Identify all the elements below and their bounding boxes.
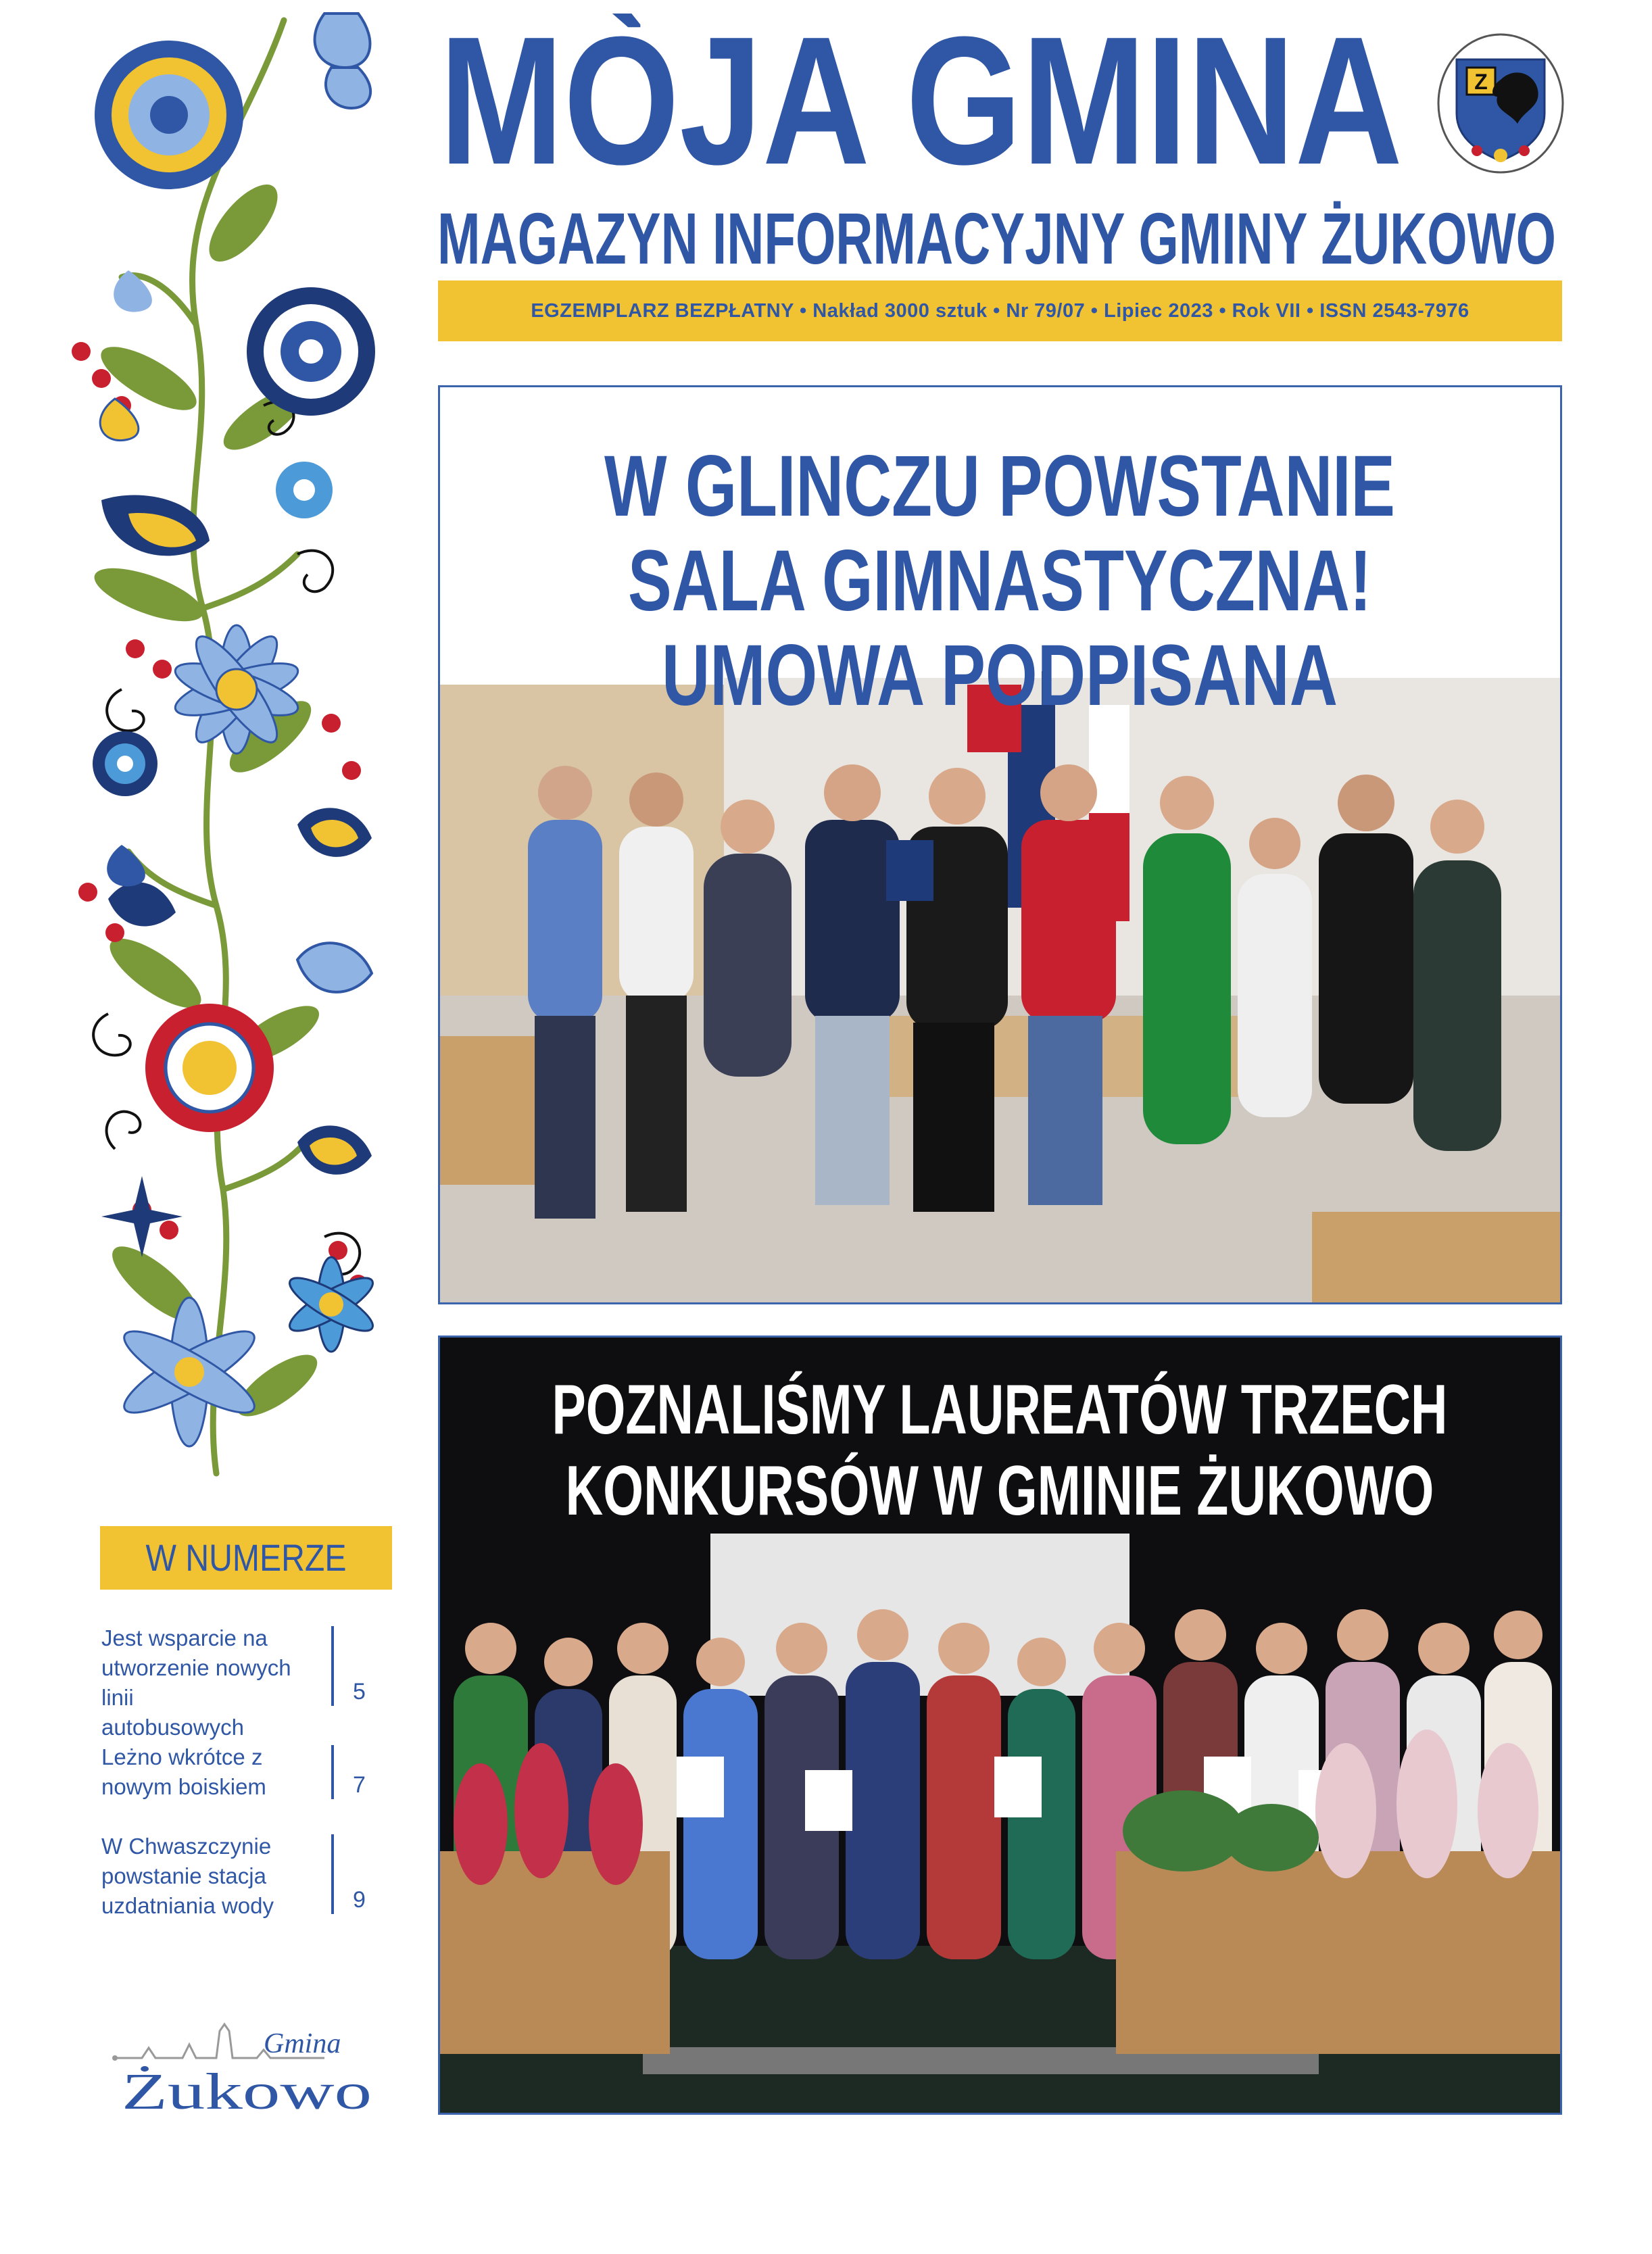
toc-item-line: autobusowych xyxy=(101,1715,244,1740)
toc-item-line: W Chwaszczynie xyxy=(101,1834,272,1859)
magazine-title-text: MÒJA GMINA xyxy=(439,14,1403,182)
lead-headline-line2: SALA GIMNASTYCZNA! xyxy=(628,533,1371,629)
laureates-headline-line2: KONKURSÓW W GMINIE ŻUKOWO xyxy=(565,1452,1434,1530)
toc-item[interactable] xyxy=(101,1623,399,1740)
toc-item-line: utworzenie nowych linii xyxy=(101,1655,291,1710)
toc-item-line: uzdatniania wody xyxy=(101,1893,274,1918)
magazine-subtitle xyxy=(436,200,1558,274)
toc-divider xyxy=(331,1834,334,1914)
magazine-title-art xyxy=(439,14,1406,182)
svg-text:Z: Z xyxy=(1474,70,1488,94)
laureates-headline[interactable] xyxy=(440,1358,1560,1537)
laureates-headline-line1: POZNALIŚMY LAUREATÓW TRZECH xyxy=(552,1371,1448,1449)
magazine-title xyxy=(439,14,1406,182)
toc-item-text xyxy=(101,1742,324,1802)
issue-info-bar xyxy=(438,280,1562,341)
kashubian-floral-ornament xyxy=(41,0,406,1500)
lead-headline-line3: UMOWA PODPISANA xyxy=(662,627,1338,718)
toc-item-line: Leżno wkrótce z xyxy=(101,1744,263,1769)
lead-story-glincz[interactable] xyxy=(438,385,1562,1304)
toc-divider xyxy=(331,1745,334,1799)
toc-item-text xyxy=(101,1623,324,1742)
gmina-zukowo-logo-art xyxy=(101,2017,399,2119)
toc-item-text xyxy=(101,1832,324,1921)
magazine-subtitle-text: MAGAZYN INFORMACYJNY GMINY ŻUKOWO xyxy=(437,200,1556,274)
lead-headline-line1: W GLINCZU POWSTANIE xyxy=(604,438,1395,535)
lead-story-headline[interactable] xyxy=(440,435,1560,722)
toc-item-line: Jest wsparcie na xyxy=(101,1625,268,1650)
toc-page-number: 7 xyxy=(353,1772,366,1798)
gmina-zukowo-logo[interactable] xyxy=(101,2017,399,2119)
in-this-issue-header xyxy=(100,1526,392,1590)
toc-item-line: powstanie stacja xyxy=(101,1863,266,1888)
toc-item[interactable] xyxy=(101,1832,399,1926)
zukowo-coat-of-arms xyxy=(1436,32,1565,174)
toc-item[interactable] xyxy=(101,1742,399,1810)
story-competition-laureates[interactable] xyxy=(438,1336,1562,2115)
logo-zukowo-text: Żukowo xyxy=(122,2063,372,2119)
toc-divider xyxy=(331,1626,334,1706)
issue-info-text: EGZEMPLARZ BEZPŁATNY • Nakład 3000 sztuk • Nr 79/07 • Lipiec 2023 • Rok VII • ISSN 2543-7976 xyxy=(531,300,1469,322)
toc-item-line: nowym boiskiem xyxy=(101,1774,266,1799)
toc-page-number: 9 xyxy=(353,1887,366,1913)
logo-gmina-text: Gmina xyxy=(264,2028,341,2059)
in-this-issue-label: W NUMERZE xyxy=(145,1536,347,1579)
toc-page-number: 5 xyxy=(353,1679,366,1705)
